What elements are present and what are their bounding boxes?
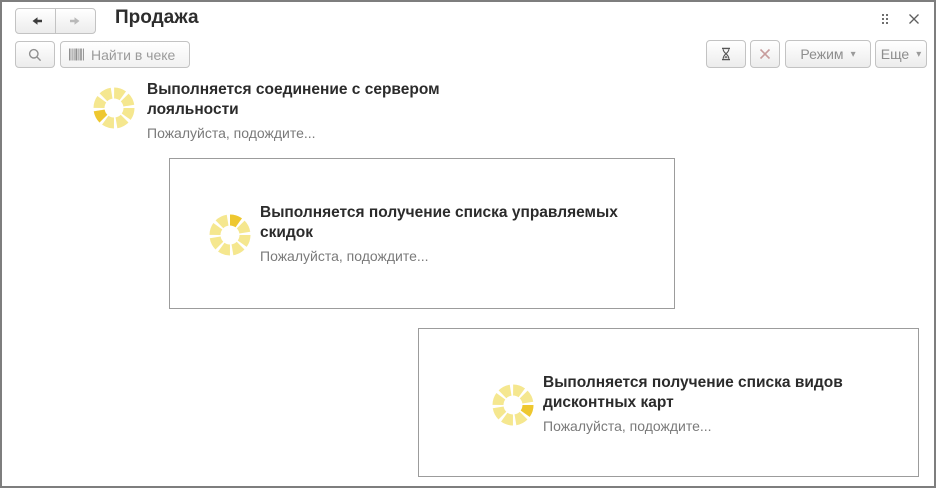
more-button-label: Еще xyxy=(880,46,910,62)
back-button[interactable] xyxy=(15,8,56,34)
search-button[interactable] xyxy=(15,41,55,68)
chevron-down-icon: ▾ xyxy=(916,48,922,60)
chevron-down-icon: ▾ xyxy=(850,48,856,60)
barcode-icon xyxy=(69,48,84,61)
loading-panel-managed-discounts xyxy=(169,158,675,309)
search-icon xyxy=(27,47,43,63)
loading-spinner-icon xyxy=(92,86,136,130)
hourglass-icon xyxy=(718,46,734,62)
mode-dropdown-button[interactable] xyxy=(785,40,871,68)
mode-button-label: Режим xyxy=(800,46,844,62)
find-in-receipt-placeholder: Найти в чеке xyxy=(91,46,176,63)
loader-wait-text: Пожалуйста, подождите... xyxy=(260,248,429,264)
more-dropdown-button[interactable] xyxy=(875,40,927,68)
cancel-button[interactable] xyxy=(750,40,780,68)
forward-button[interactable] xyxy=(55,8,96,34)
loader-wait-text: Пожалуйста, подождите... xyxy=(147,125,316,141)
loader-title: Выполняется соединение с сервером лояльности xyxy=(147,81,440,118)
window-menu-button[interactable] xyxy=(876,10,894,28)
close-window-button[interactable] xyxy=(904,9,924,29)
close-icon xyxy=(908,13,920,25)
loader-wait-text: Пожалуйста, подождите... xyxy=(543,418,712,434)
loading-panel-discount-card-kinds xyxy=(418,328,919,477)
kebab-dots-icon xyxy=(882,14,888,24)
find-in-receipt-field[interactable] xyxy=(60,41,190,68)
cancel-x-icon xyxy=(758,47,772,61)
history-nav xyxy=(15,8,96,34)
arrow-right-icon xyxy=(68,13,84,29)
loading-message-loyalty-server xyxy=(92,80,467,141)
loader-title: Выполняется получение списка управляемых скидок xyxy=(260,204,618,241)
loading-spinner-icon xyxy=(208,213,252,257)
loading-spinner-icon xyxy=(491,383,535,427)
arrow-left-icon xyxy=(28,13,44,29)
page-title: Продажа xyxy=(115,7,199,28)
wait-button[interactable] xyxy=(706,40,746,68)
loader-title: Выполняется получение списка видов дисконтных карт xyxy=(543,374,843,411)
